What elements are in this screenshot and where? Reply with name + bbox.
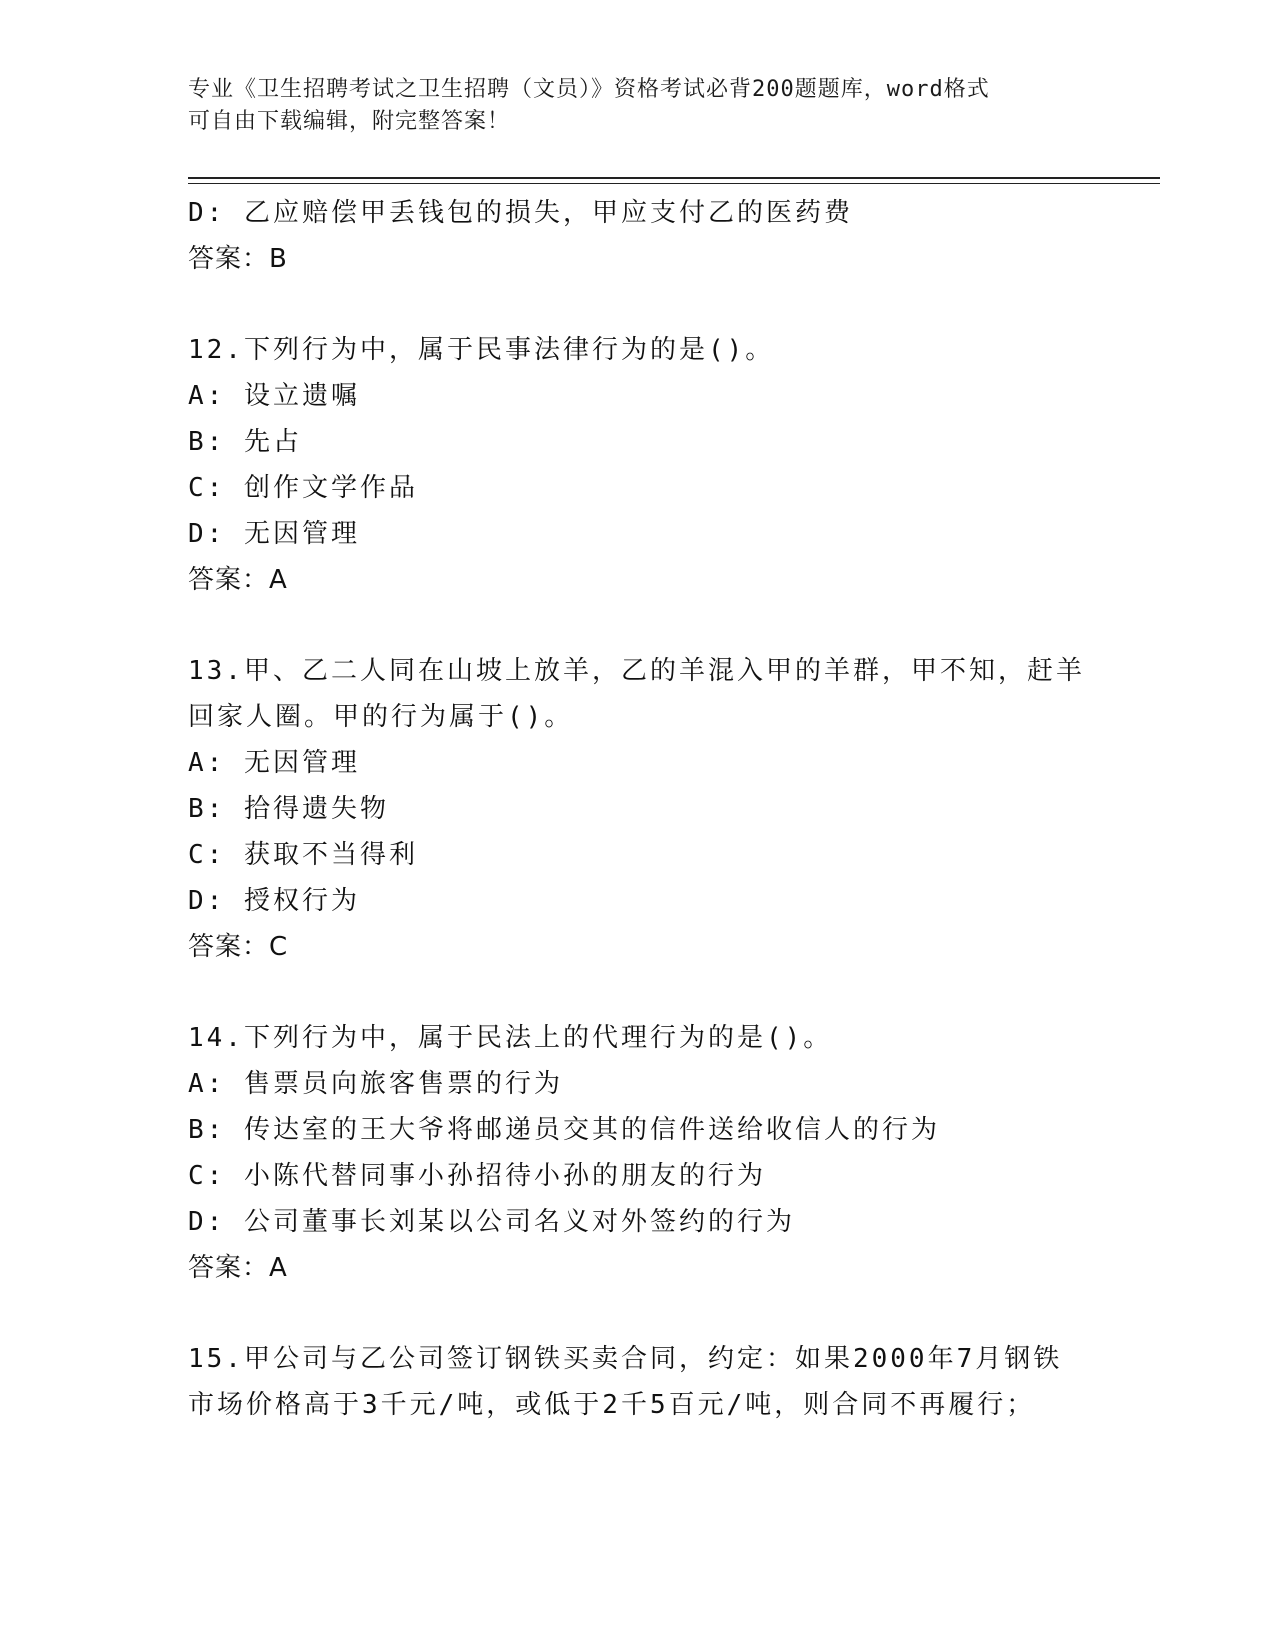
spacer [188,970,1148,1015]
answer-line: 答案：A [188,1253,288,1283]
option-a: A: 无因管理 [188,748,360,778]
spacer [188,1291,1148,1336]
answer-line: 答案：A [188,565,288,595]
header-line-2: 可自由下载编辑，附完整答案！ [188,109,511,134]
answer-line: 答案：C [188,932,289,962]
header-divider-thick [188,177,1160,179]
question-12 [188,327,1148,603]
question-list [188,190,1148,1428]
option-c: C: 获取不当得利 [188,840,418,870]
option-c: C: 小陈代替同事小孙招待小孙的朋友的行为 [188,1161,766,1191]
option-d: D: 授权行为 [188,886,360,916]
spacer [188,603,1148,648]
option-d: D: 乙应赔偿甲丢钱包的损失，甲应支付乙的医药费 [188,198,853,228]
document-header [188,74,1088,138]
option-b: B: 拾得遗失物 [188,794,389,824]
answer-line: 答案：B [188,244,288,274]
option-d: D: 无因管理 [188,519,360,549]
question-stem: 12.下列行为中，属于民事法律行为的是()。 [188,335,775,365]
option-a: A: 设立遗嘱 [188,381,360,411]
option-b: B: 传达室的王大爷将邮递员交其的信件送给收信人的行为 [188,1115,940,1145]
question-15 [188,1336,1148,1428]
question-stem-line-1: 13.甲、乙二人同在山坡上放羊，乙的羊混入甲的羊群，甲不知，赶羊 [188,656,1085,686]
question-stem: 14.下列行为中，属于民法上的代理行为的是()。 [188,1023,833,1053]
question-14 [188,1015,1148,1291]
header-divider-thin [188,183,1160,184]
option-c: C: 创作文学作品 [188,473,418,503]
question-stem-line-2: 市场价格高于3千元/吨，或低于2千5百元/吨，则合同不再履行； [188,1390,1036,1420]
question-13 [188,648,1148,970]
option-d: D: 公司董事长刘某以公司名义对外签约的行为 [188,1207,795,1237]
question-11-tail [188,190,1148,282]
spacer [188,282,1148,327]
header-line-1: 专业《卫生招聘考试之卫生招聘（文员）》资格考试必背200题题库，word格式 [188,77,990,102]
option-a: A: 售票员向旅客售票的行为 [188,1069,563,1099]
question-stem-line-2: 回家人圈。甲的行为属于()。 [188,702,574,732]
option-b: B: 先占 [188,427,302,457]
question-stem-line-1: 15.甲公司与乙公司签订钢铁买卖合同，约定：如果2000年7月钢铁 [188,1344,1063,1374]
